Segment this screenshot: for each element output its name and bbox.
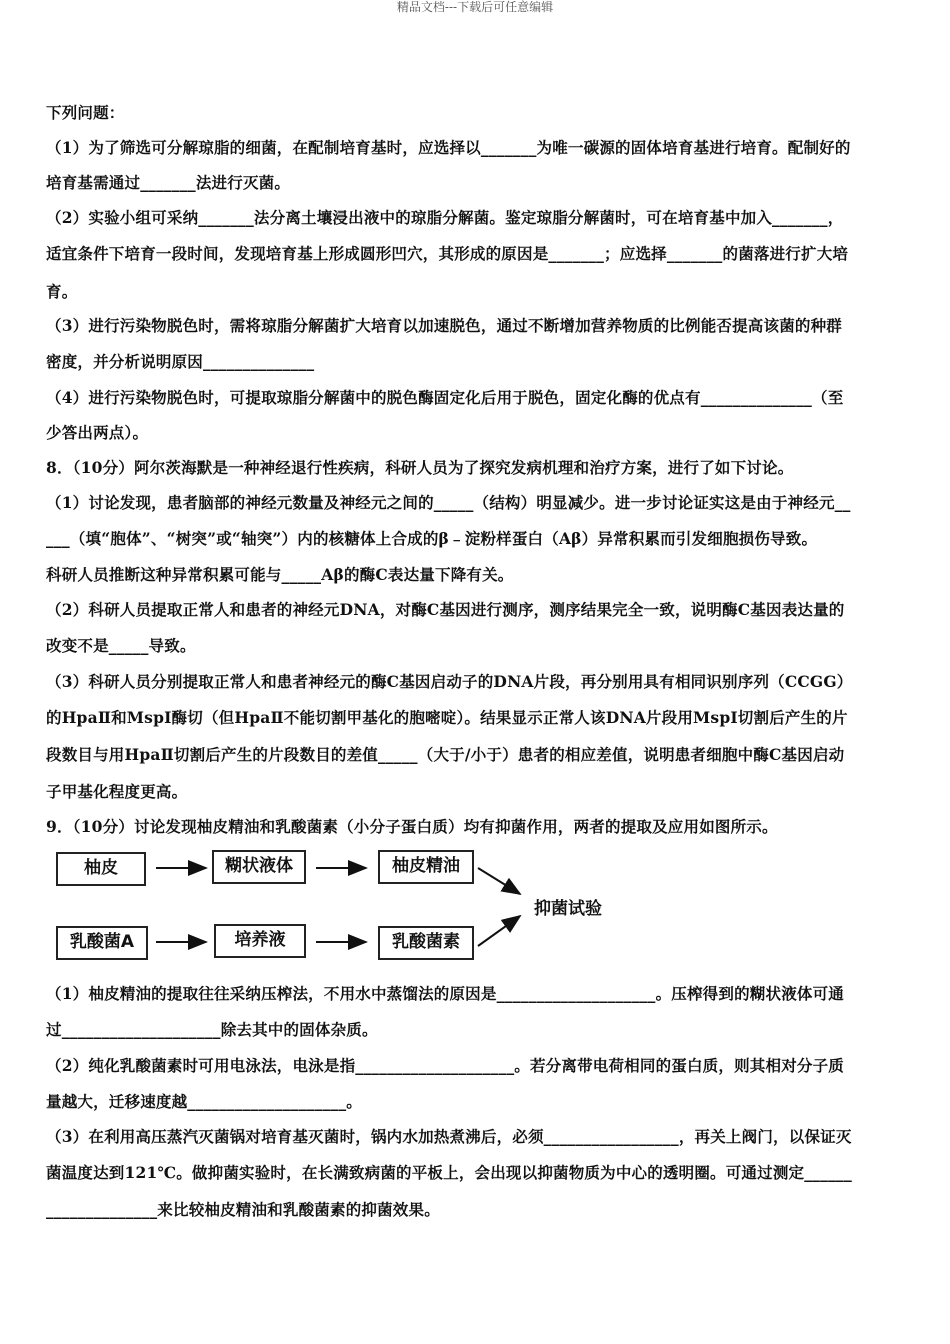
text-line: （3）进行污染物脱色时，需将琼脂分解菌扩大培育以加速脱色，通过不断增加营养物质的比例能否提高该菌的种群: [46, 316, 842, 335]
text-line: 改变不是_____导致。: [46, 636, 196, 655]
text-line: 科研人员推断这种异常积累可能与_____Aβ的酶C表达量下降有关。: [46, 565, 514, 584]
text-line: 子甲基化程度更高。: [46, 782, 188, 801]
question-9-title: 9．（10分）讨论发现柚皮精油和乳酸菌素（小分子蛋白质）均有抑菌作用，两者的提取及应用如图所示。: [46, 817, 778, 836]
text-line: （2）纯化乳酸菌素时可用电泳法，电泳是指____________________。若分离带电荷相同的蛋白质，则其相对分子质: [46, 1056, 844, 1075]
text-line: 过____________________除去其中的固体杂质。: [46, 1020, 378, 1039]
text-line: 段数目与用HpaⅡ切割后产生的片段数目的差值_____（大于/小于）患者的相应差值，说明患者细胞中酶C基因启动: [46, 745, 845, 764]
question-8-title: 8．（10分）阿尔茨海默是一种神经退行性疾病，科研人员为了探究发病机理和治疗方案，进行了如下讨论。: [46, 458, 794, 477]
text-line: 培育基需通过_______法进行灭菌。: [46, 173, 291, 192]
box-paste-liquid: 糊状液体: [212, 850, 306, 884]
text-line: 育。: [46, 282, 78, 301]
text-line: （3）在利用高压蒸汽灭菌锅对培育基灭菌时，锅内水加热煮沸后，必须_________________，再关上阀门，以保证灭: [46, 1127, 852, 1146]
extraction-flow-diagram: [46, 846, 666, 966]
text-line: （1）为了筛选可分解琼脂的细菌，在配制培育基时，应选择以_______为唯一碳源的固体培育基进行培育。配制好的: [46, 138, 851, 157]
text-line: ___（填“胞体”、“树突”或“轴突”）内的核糖体上合成的β﹣淀粉样蛋白（Aβ）异常积累而引发细胞损伤导致。: [46, 529, 818, 548]
page-header: 精品文档---下载后可任意编辑: [396, 0, 554, 14]
text-line: 下列问题：: [46, 103, 125, 122]
text-line: （3）科研人员分别提取正常人和患者神经元的酶C基因启动子的DNA片段，再分别用具有相同识别序列（CCGG）: [46, 672, 853, 691]
text-line: （2）实验小组可采纳_______法分离土壤浸出液中的琼脂分解菌。鉴定琼脂分解菌时，可在培育基中加入_______，: [46, 208, 844, 227]
text-line: 适宜条件下培育一段时间，发现培育基上形成圆形凹穴，其形成的原因是_______；应选择_______的菌落进行扩大培: [46, 244, 849, 263]
arrow-icon: [478, 916, 520, 946]
box-pomelo-peel: 柚皮: [56, 852, 146, 886]
text-line: （2）科研人员提取正常人和患者的神经元DNA，对酶C基因进行测序，测序结果完全一致，说明酶C基因表达量的: [46, 600, 845, 619]
text-line: 菌温度达到121℃。做抑菌实验时，在长满致病菌的平板上，会出现以抑菌物质为中心的透明圈。可通过测定______: [46, 1163, 852, 1182]
text-line: （4）进行污染物脱色时，可提取琼脂分解菌中的脱色酶固定化后用于脱色，固定化酶的优点有______________（至: [46, 388, 844, 407]
text-line: 少答出两点）。: [46, 423, 149, 442]
text-line: ______________来比较柚皮精油和乳酸菌素的抑菌效果。: [46, 1200, 440, 1219]
text-line: （1）讨论发现，患者脑部的神经元数量及神经元之间的_____（结构）明显减少。进一步讨论证实这是由于神经元__: [46, 493, 851, 512]
box-culture-medium: 培养液: [214, 924, 306, 958]
text-line: 密度，并分析说明原因______________: [46, 352, 315, 371]
text-line: （1）柚皮精油的提取往往采纳压榨法，不用水中蒸馏法的原因是____________________。压榨得到的糊状液体可通: [46, 984, 844, 1003]
box-nisin: 乳酸菌素: [378, 926, 474, 960]
text-line: 的HpaⅡ和MspI酶切（但HpaⅡ不能切割甲基化的胞嘧啶）。结果显示正常人该DNA片段用MspI切割后产生的片: [46, 708, 848, 727]
box-pomelo-oil: 柚皮精油: [378, 850, 474, 884]
text-line: 量越大，迁移速度越____________________。: [46, 1092, 363, 1111]
box-lactobacillus-a: 乳酸菌A: [56, 926, 148, 960]
label-antibacterial-test: 抑菌试验: [534, 899, 602, 919]
arrow-icon: [478, 868, 520, 894]
